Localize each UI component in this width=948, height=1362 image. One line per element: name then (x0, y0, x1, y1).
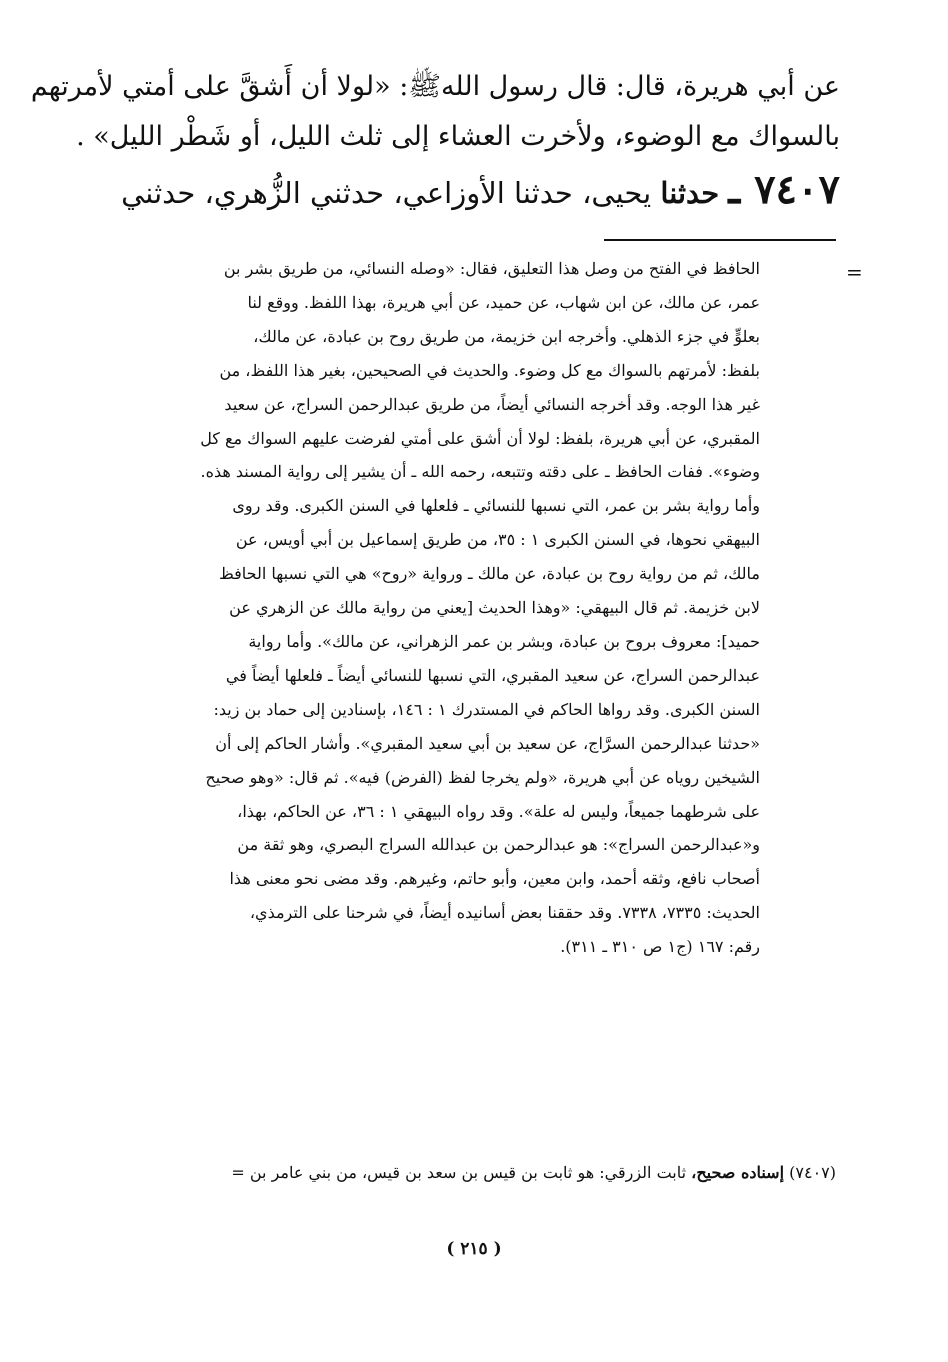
main-text (30, 62, 840, 221)
footnote-line: عمر، عن مالك، عن ابن شهاب، عن حميد، عن أبي هريرة، بهذا اللفظ. ووقع لنا (247, 292, 760, 312)
footnote-line: المقبري، عن أبي هريرة، بلفظ: لولا أن أشق على أمتي لفرضت عليهم السواك مع كل (200, 428, 760, 448)
footnote-block (128, 252, 760, 964)
hadith-opening (120, 162, 840, 221)
hadith-isnad: يحيى، حدثنا الأوزاعي، حدثني الزُّهري، حدثني (121, 176, 652, 210)
footnote-line: عبدالرحمن السراج، عن سعيد المقبري، التي نسبها للنسائي أيضاً ـ فلعلها أيضاً في (225, 665, 760, 685)
footnote-line: أصحاب نافع، وثقه أحمد، وابن معين، وأبو حاتم، وغيرهم. وقد مضى نحو معنى هذا (229, 869, 760, 889)
main-text-line-1: عن أبي هريرة، قال: قال رسول اللهﷺ: «لولا أن أَشقَّ على أمتي لأمرتهم (30, 71, 840, 102)
footnote-line: «حدثنا عبدالرحمن السرَّاج، عن سعيد بن أبي سعيد المقبري». وأشار الحاكم إلى أن (215, 733, 760, 753)
footnote-line: البيهقي نحوها، في السنن الكبرى ١ : ٣٥، من طريق إسماعيل بن أبي أويس، عن (235, 530, 760, 550)
next-footnote (100, 1158, 836, 1188)
footnote-line: وأما رواية بشر بن عمر، التي نسبها للنسائي ـ فلعلها في السنن الكبرى. وقد روى (232, 496, 760, 516)
hadith-number: ٧٤٠٧ ـ (728, 166, 840, 213)
footnote-separator (604, 239, 836, 241)
footnote-line: بعلوٍّ في جزء الذهلي. وأخرجه ابن خزيمة، من طريق روح بن عبادة، عن مالك، (253, 326, 760, 346)
footnote-line: مالك، ثم من رواية روح بن عبادة، عن مالك ـ ورواية «روح» هي التي نسبها الحافظ (218, 564, 760, 584)
footnote-line: وضوء». ففات الحافظ ـ على دقته وتتبعه، رحمه الله ـ أن يشير إلى رواية المسند هذه. (200, 462, 760, 482)
footnote-line: و«عبدالرحمن السراج»: هو عبدالرحمن بن عبدالله السراج البصري، وهو ثقة من (237, 835, 760, 855)
main-text-line-2: بالسواك مع الوضوء، ولأخرت العشاء إلى ثلث الليل، أو شَطْر الليل» . (76, 121, 840, 152)
footnote-line: الحافظ في الفتح من وصل هذا التعليق، فقال: «وصله النسائي، من طريق بشر بن (223, 259, 760, 278)
footnote-line: السنن الكبرى. وقد رواها الحاكم في المستدرك ١ : ١٤٦، بإسنادين إلى حماد بن زيد: (213, 699, 760, 719)
footnote-line: الحديث: ٧٣٣٥، ٧٣٣٨. وقد حققنا بعض أسانيده أيضاً، في شرحنا على الترمذي، (249, 903, 760, 923)
hadith-keyword: حدثنا (660, 176, 720, 210)
footnote-line: الشيخين روياه عن أبي هريرة، «ولم يخرجا لفظ (الفرض) فيه». ثم قال: «وهو صحيح (205, 767, 760, 787)
next-footnote-text: ثابت الزرقي: هو ثابت بن قيس بن سعد بن قيس، من بني عامر بن = (231, 1163, 687, 1182)
isnad-grade: إسناده صحيح، (691, 1163, 785, 1182)
footnote-line: على شرطهما جميعاً، وليس له علة». وقد رواه البيهقي ١ : ٣٦، عن الحاكم، بهذا، (237, 801, 760, 821)
page-number: ( ٢١٥ ) (446, 1239, 502, 1259)
footnote-line: حميد]: معروف بروح بن عبادة، وبشر بن عمر الزهراني، عن مالك». وأما رواية (248, 631, 760, 651)
footnote-line: غير هذا الوجه. وقد أخرجه النسائي أيضاً، من طريق عبدالرحمن السراج، عن سعيد (224, 394, 760, 414)
next-footnote-line (100, 1158, 836, 1188)
footnote-line: لابن خزيمة. ثم قال البيهقي: «وهذا الحديث [يعني من رواية مالك عن الزهري عن (229, 598, 760, 618)
footnote-number: (٧٤٠٧) (789, 1163, 836, 1182)
footnote-line: بلفظ: لأمرتهم بالسواك مع كل وضوء. والحديث في الصحيحين، بغير هذا اللفظ، من (219, 360, 760, 380)
footnote-line: رقم: ١٦٧ (ج١ ص ٣١٠ ـ ٣١١). (560, 937, 760, 957)
continuation-mark: = (846, 260, 863, 284)
